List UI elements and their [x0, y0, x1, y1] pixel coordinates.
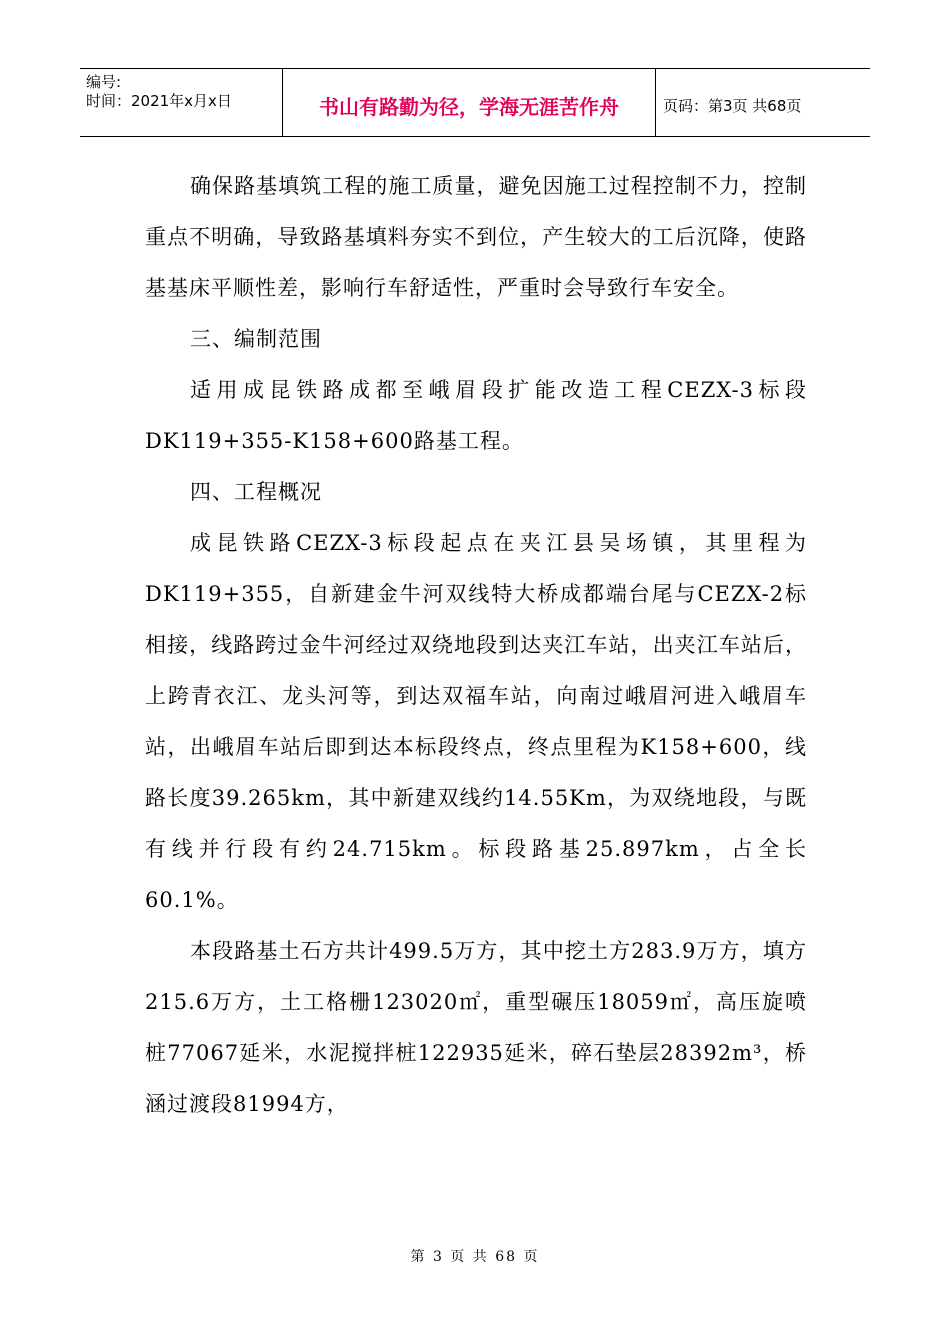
paragraph-overview: 成昆铁路CEZX-3标段起点在夹江县吴场镇，其里程为DK119+355，自新建金牛河双线特大桥成都端台尾与CEZX-2标相接，线路跨过金牛河经过双绕地段到达夹江车站，出夹江车站后，上跨青衣江、龙头河等，到达双福车站，向南过峨眉河进入峨眉车站，出峨眉车站后即到达本标段终点，终点里程为K158+600，线路长度39.265km，其中新建双线约14.55Km，为双绕地段，与既有线并行段有约24.715km。标段路基25.897km，占全长60.1%。 — [145, 531, 807, 912]
document-body — [145, 161, 807, 1130]
paragraph-quantities: 本段路基土石方共计499.5万方，其中挖土方283.9万方，填方215.6万方，土工格栅123020㎡，重型碾压18059㎡，高压旋喷桩77067延米，水泥搅拌桩122935延米，碎石垫层28392m³，桥涵过渡段81994方， — [145, 939, 807, 1116]
document-time-label: 时间：2021年x月x日 — [86, 92, 232, 110]
document-number-label: 编号: — [86, 73, 122, 91]
header-meta — [80, 69, 283, 136]
section-heading-overview: 四、工程概况 — [190, 480, 322, 504]
header-motto: 书山有路勤为径，学海无涯苦作舟 — [283, 69, 656, 136]
header-page-number: 页码：第3页 共68页 — [663, 97, 802, 115]
page-header — [80, 68, 870, 137]
paragraph-intro: 确保路基填筑工程的施工质量，避免因施工过程控制不力，控制重点不明确，导致路基填料夯实不到位，产生较大的工后沉降，使路基基床平顺性差，影响行车舒适性，严重时会导致行车安全。 — [145, 174, 807, 300]
page-footer: 第 3 页 共 68 页 — [410, 1249, 540, 1265]
paragraph-scope: 适用成昆铁路成都至峨眉段扩能改造工程CEZX-3标段DK119+355-K158+600路基工程。 — [145, 378, 807, 453]
section-heading-scope: 三、编制范围 — [190, 327, 322, 351]
